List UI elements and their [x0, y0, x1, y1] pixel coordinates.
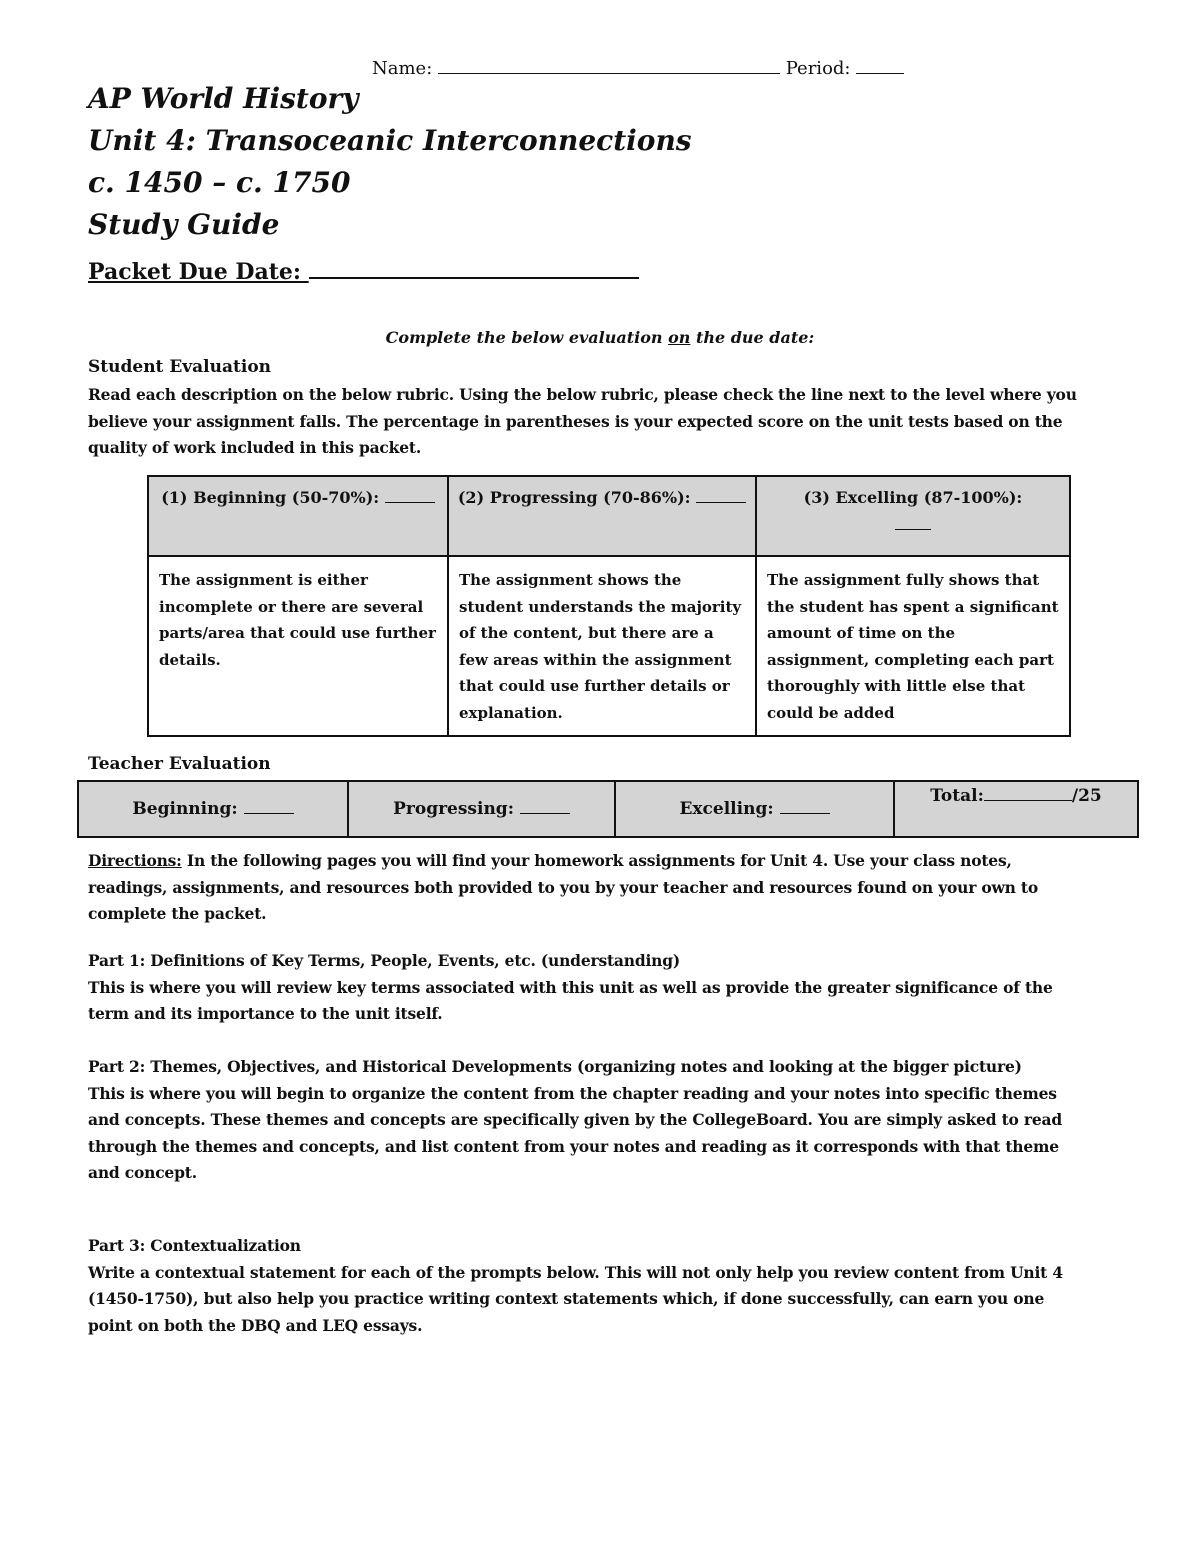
name-label: Name:: [372, 58, 433, 79]
student-rubric-table: [147, 475, 1071, 737]
rubric-level-progressing: [448, 476, 756, 556]
title-dates: c. 1450 – c. 1750: [88, 166, 351, 199]
evaluation-note: [0, 328, 1200, 347]
teacher-evaluation-table: [77, 780, 1139, 838]
part-heading: Part 2: Themes, Objectives, and Historical Developments (organizing notes and looking at the bigger picture): [88, 1057, 1022, 1076]
teacher-total-blank[interactable]: [984, 788, 1072, 801]
rubric-level-label: (1) Beginning (50-70%):: [161, 488, 380, 507]
part-description: This is where you will begin to organize the content from the chapter reading and your notes into specific themes and concepts. These themes and concepts are specifically given by the CollegeBoard. You are simply asked to read through the themes and concepts, and list content from your notes and reading as it corresponds with that theme and concept.: [88, 1083, 1062, 1182]
packet-due-date: [88, 259, 639, 285]
teacher-beginning-label: Beginning:: [132, 799, 238, 819]
teacher-beginning-blank[interactable]: [244, 801, 294, 814]
rubric-level-label: (2) Progressing (70-86%):: [457, 488, 691, 507]
period-blank[interactable]: [856, 59, 904, 74]
part-description: Write a contextual statement for each of the prompts below. This will not only help you review content from Unit 4 (1450-1750), but also help you practice writing context statements which, if done successfully, can earn you one point on both the DBQ and LEQ essays.: [88, 1262, 1063, 1335]
part-1-section: [88, 948, 1078, 1028]
rubric-check-line[interactable]: [385, 490, 435, 503]
evaluation-note-emphasis: on: [668, 328, 691, 347]
name-blank[interactable]: [438, 59, 780, 74]
rubric-check-line[interactable]: [696, 490, 746, 503]
rubric-level-excelling: [756, 476, 1070, 556]
rubric-description: The assignment shows the student understands the majority of the content, but there are a few areas within the assignment that could use further details or explanation.: [448, 556, 756, 736]
rubric-description: The assignment fully shows that the student has spent a significant amount of time on the assignment, completing each part thoroughly with little else that could be added: [756, 556, 1070, 736]
part-heading: Part 1: Definitions of Key Terms, People, Events, etc. (understanding): [88, 951, 681, 970]
part-3-section: [88, 1233, 1078, 1339]
rubric-check-line[interactable]: [895, 517, 931, 530]
teacher-excelling-label: Excelling:: [679, 799, 774, 819]
rubric-description: The assignment is either incomplete or there are several parts/area that could use further details.: [148, 556, 448, 736]
teacher-total-label: Total:: [930, 786, 984, 806]
student-evaluation-instructions: Read each description on the below rubric. Using the below rubric, please check the line next to the level where you believe your assignment falls. The percentage in parentheses is your expected score on the unit tests based on the quality of work included in this packet.: [88, 385, 1077, 457]
teacher-excelling-blank[interactable]: [780, 801, 830, 814]
evaluation-note-before: Complete the below evaluation: [385, 328, 669, 347]
due-date-label: Packet Due Date:: [88, 259, 302, 285]
teacher-total-cell: [894, 781, 1138, 837]
teacher-excelling-cell: [615, 781, 894, 837]
rubric-level-beginning: [148, 476, 448, 556]
period-label: Period:: [785, 58, 851, 79]
document-title: [88, 78, 692, 246]
rubric-level-label: (3) Excelling (87-100%):: [803, 488, 1023, 507]
title-course: AP World History: [88, 82, 359, 115]
directions-text: In the following pages you will find your homework assignments for Unit 4. Use your class notes, readings, assignments, and resources both provided to you by your teacher and resources found on your own to complete the packet.: [88, 851, 1039, 923]
teacher-beginning-cell: [78, 781, 348, 837]
teacher-progressing-blank[interactable]: [520, 801, 570, 814]
due-date-blank[interactable]: [309, 261, 639, 279]
name-period-line: [372, 58, 904, 79]
directions-paragraph: [88, 848, 1078, 928]
directions-label: Directions:: [88, 851, 182, 870]
teacher-progressing-label: Progressing:: [393, 799, 514, 819]
teacher-total-out-of: /25: [1071, 786, 1102, 806]
evaluation-note-after: the due date:: [690, 328, 815, 347]
title-unit: Unit 4: Transoceanic Interconnections: [88, 124, 692, 157]
teacher-progressing-cell: [348, 781, 615, 837]
student-evaluation-heading: Student Evaluation: [88, 357, 272, 377]
part-description: This is where you will review key terms associated with this unit as well as provide the greater significance of the term and its importance to the unit itself.: [88, 977, 1053, 1023]
part-2-section: [88, 1054, 1078, 1187]
part-heading: Part 3: Contextualization: [88, 1236, 301, 1255]
teacher-evaluation-heading: Teacher Evaluation: [88, 754, 271, 774]
title-study-guide: Study Guide: [88, 208, 280, 241]
